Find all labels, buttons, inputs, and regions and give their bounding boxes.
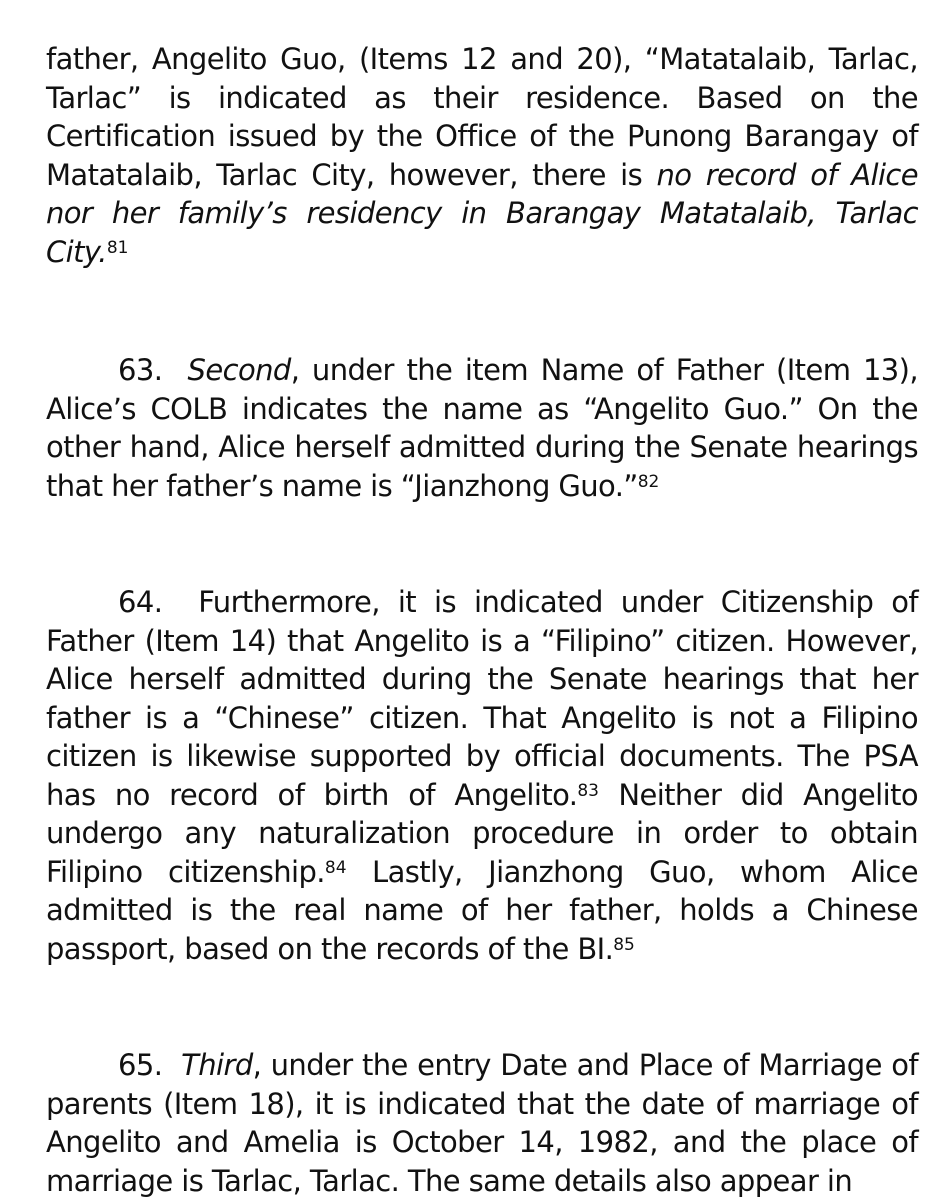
paragraph-italic-text: no record of Alice nor her family’s residency in Barangay Matatalaib, Tarlac City. xyxy=(46,157,919,269)
paragraph-italic-text: Third xyxy=(181,1048,253,1082)
paragraph-63 xyxy=(46,351,918,505)
footnote-ref-82: 82 xyxy=(637,471,660,492)
paragraph-continued xyxy=(46,40,918,271)
paragraph-number: 63. xyxy=(118,353,163,387)
paragraph-65 xyxy=(46,1046,918,1200)
paragraph-number: 65. xyxy=(118,1048,163,1082)
paragraph-text: Furthermore, it is indicated under Citizenship of Father (Item 14) that Angelito is a “Filipino” citizen. However, Alice herself admitted during the Senate hearings that her father is a “Chinese” citizen. That Angelito is not a Filipino citizen is likewise supported by official documents. The PSA has no record of birth of Angelito. xyxy=(46,585,918,812)
footnote-ref-81: 81 xyxy=(106,237,129,258)
paragraph-number: 64. xyxy=(118,585,163,619)
paragraph-italic-text: Second xyxy=(187,353,291,387)
paragraph-text: , under the item Name of Father (Item 13), Alice’s COLB indicates the name as “Angelito Guo.” On the other hand, Alice herself admitted during the Senate hearings that her father’s name is “Jianzhong Guo.” xyxy=(46,353,918,503)
document-page xyxy=(46,40,918,1200)
paragraph-64 xyxy=(46,583,918,968)
footnote-ref-83: 83 xyxy=(577,780,599,801)
paragraph-text: Neither did Angelito undergo any naturalization procedure in order to obtain Filipino citizenship. xyxy=(46,777,918,889)
paragraph-text: father, Angelito Guo, (Items 12 and 20), “Matatalaib, Tarlac, Tarlac” is indicated as their residence. Based on the Certification issued by the Office of the Punong Barangay of Matatalaib, Tarlac City, however, there is xyxy=(46,42,918,192)
footnote-ref-84: 84 xyxy=(324,857,347,878)
paragraph-text: , under the entry Date and Place of Marriage of parents (Item 18), it is indicated that the date of marriage of Angelito and Amelia is October 14, 1982, and the place of marriage is Tarlac, Tarlac. The same details also appear in xyxy=(46,1048,918,1198)
footnote-ref-85: 85 xyxy=(613,934,635,955)
paragraph-text: Lastly, Jianzhong Guo, whom Alice admitted is the real name of her father, holds a Chinese passport, based on the records of the BI. xyxy=(46,854,918,966)
